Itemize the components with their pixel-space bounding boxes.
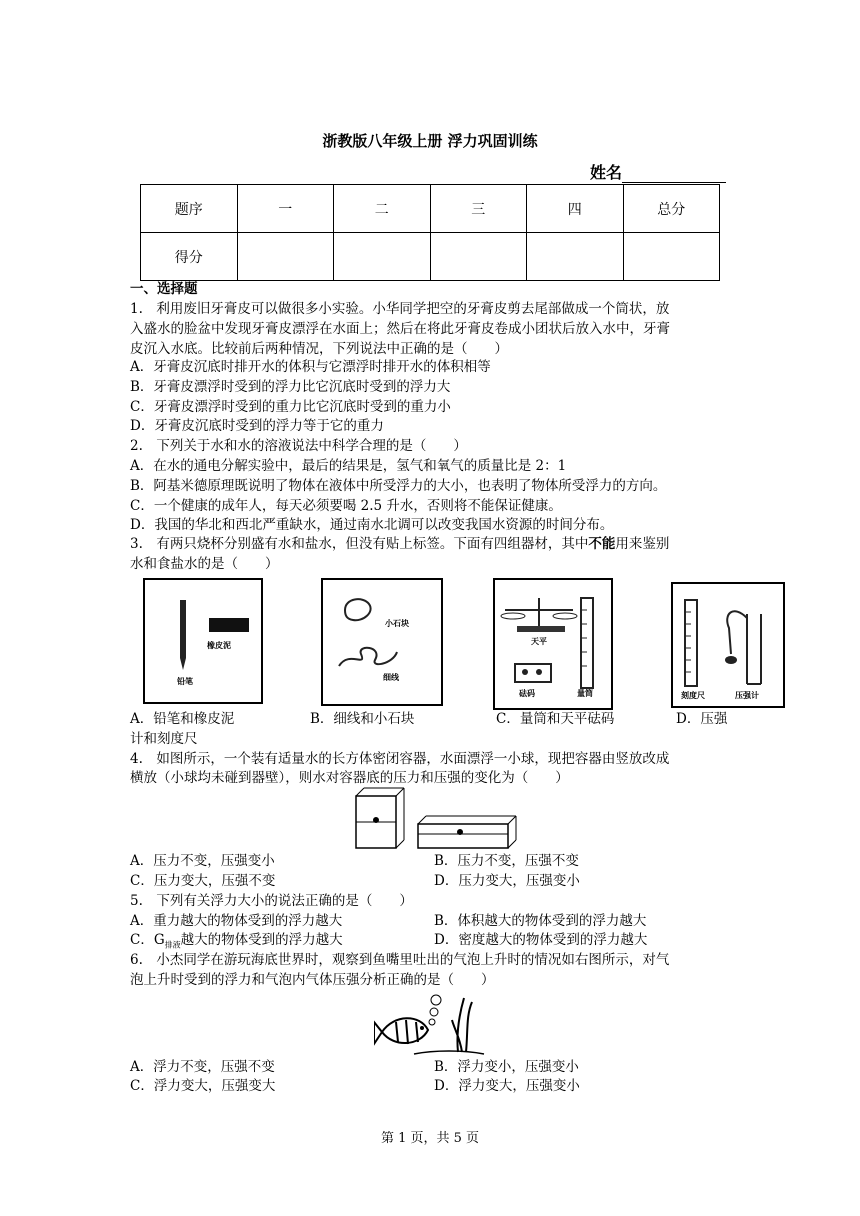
page-footer: 第 1 页，共 5 页 — [380, 1131, 480, 1146]
section-heading: 一、选择题 — [130, 281, 198, 297]
q2-option-d: D．我国的华北和西北严重缺水，通过南水北调可以改变我国水资源的时间分布。 — [130, 517, 614, 533]
ball-icon — [457, 829, 463, 835]
name-blank[interactable] — [622, 166, 726, 183]
q4-stem: 横放（小球均未碰到器壁），则水对容器底的压力和压强的变化为（ ） — [130, 770, 569, 786]
thread-label: 细线 — [383, 673, 399, 682]
bubble-icon — [430, 1008, 438, 1016]
q1-stem: 1. 利用废旧牙膏皮可以做很多小实验。小华同学把空的牙膏皮剪去尾部做成一个筒状，放 — [130, 301, 670, 317]
q5-c-text: C．G — [130, 932, 165, 948]
score-header-cell: 题序 — [141, 185, 238, 233]
q3-option-d: D．压强 — [676, 711, 728, 727]
pencil-icon — [145, 580, 261, 702]
score-row-label: 得分 — [141, 233, 238, 281]
bubble-icon — [429, 1019, 435, 1025]
q1-option-d: D．牙膏皮沉底时受到的浮力等于它的重力 — [130, 418, 384, 434]
q2-option-b: B．阿基米德原理既说明了物体在液体中所受浮力的大小，也表明了物体所受浮力的方向。 — [130, 478, 667, 494]
score-cell[interactable] — [527, 233, 624, 281]
score-table — [140, 184, 720, 281]
balance-label: 天平 — [531, 637, 547, 646]
score-header-cell: 四 — [527, 185, 624, 233]
q3-stem — [130, 534, 669, 554]
score-cell[interactable] — [237, 233, 334, 281]
q6-option-a: A．浮力不变，压强不变 — [130, 1059, 275, 1075]
q6-option-c: C．浮力变大，压强变大 — [130, 1078, 276, 1094]
q5-c-subscript: 排液 — [164, 940, 181, 950]
score-cell[interactable] — [334, 233, 431, 281]
balance-icon — [495, 580, 611, 708]
q4-stem: 4. 如图所示，一个装有适量水的长方体密闭容器，水面漂浮一小球，现把容器由竖放改成 — [130, 751, 670, 767]
seaweed-icon — [452, 998, 472, 1052]
pencil-label: 铅笔 — [177, 677, 193, 686]
q1-option-c: C．牙膏皮漂浮时受到的重力比它沉底时受到的重力小 — [130, 399, 451, 415]
score-table-header-row — [141, 185, 720, 233]
page-title: 浙教版八年级上册 浮力巩固训练 — [322, 132, 538, 150]
figure-pencil-clay — [143, 578, 263, 704]
q6-stem: 泡上升时受到的浮力和气泡内气体压强分析正确的是（ ） — [130, 972, 495, 988]
stone-label: 小石块 — [385, 619, 409, 628]
q2-option-c: C．一个健康的成年人，每天必须要喝 2.5 升水，否则将不能保证健康。 — [130, 498, 562, 514]
q1-stem: 皮沉入水底。比较前后两种情况，下列说法中正确的是（ ） — [130, 341, 508, 357]
q5-stem: 5. 下列有关浮力大小的说法正确的是（ ） — [130, 893, 413, 909]
q3-stem: 水和食盐水的是（ ） — [130, 556, 279, 572]
stone-icon — [323, 580, 441, 704]
q3-stem-part: 3. 有两只烧杯分别盛有水和盐水，但没有贴上标签。下面有四组器材，其中 — [130, 536, 589, 552]
q5-option-d: D．密度越大的物体受到的浮力越大 — [434, 932, 648, 948]
clay-label: 橡皮泥 — [207, 641, 231, 650]
container-diagram — [352, 786, 522, 852]
thread-icon — [339, 648, 397, 666]
ruler-label: 刻度尺 — [681, 691, 705, 700]
bubble-icon — [431, 995, 441, 1005]
q3-option-d-cont: 计和刻度尺 — [130, 731, 198, 747]
cylinder-label: 量筒 — [577, 689, 593, 698]
fish-bubbles-diagram — [374, 992, 486, 1056]
q4-option-d: D．压力变大，压强变小 — [434, 873, 580, 889]
q2-option-a: A．在水的通电分解实验中，最后的结果是，氢气和氧气的质量比是 2：1 — [130, 458, 567, 474]
q5-option-a: A．重力越大的物体受到的浮力越大 — [130, 913, 343, 929]
q1-option-b: B．牙膏皮漂浮时受到的浮力比它沉底时受到的浮力大 — [130, 379, 451, 395]
figure-ruler-gauge — [671, 582, 785, 708]
q6-option-b: B．浮力变小，压强变小 — [434, 1059, 579, 1075]
ball-icon — [373, 817, 379, 823]
score-header-cell: 三 — [430, 185, 527, 233]
q6-option-d: D．浮力变大，压强变小 — [434, 1078, 580, 1094]
figure-balance-cylinder — [493, 578, 613, 710]
q6-stem: 6. 小杰同学在游玩海底世界时，观察到鱼嘴里吐出的气泡上升时的情况如右图所示，对气 — [130, 952, 670, 968]
q4-option-c: C．压力变大，压强不变 — [130, 873, 276, 889]
score-cell[interactable] — [623, 233, 720, 281]
figure-stone-thread — [321, 578, 443, 706]
q4-option-b: B．压力不变，压强不变 — [434, 853, 579, 869]
score-header-cell: 总分 — [623, 185, 720, 233]
ruler-icon — [673, 584, 783, 706]
clay-icon — [209, 618, 249, 632]
q1-option-a: A．牙膏皮沉底时排开水的体积与它漂浮时排开水的体积相等 — [130, 359, 491, 375]
score-cell[interactable] — [430, 233, 527, 281]
q4-option-a: A．压力不变，压强变小 — [130, 853, 275, 869]
q3-stem-part: 用来鉴别 — [615, 536, 670, 552]
score-header-cell: 二 — [334, 185, 431, 233]
q3-option-a: A．铅笔和橡皮泥 — [130, 711, 235, 727]
weights-icon — [515, 664, 551, 682]
weights-label: 砝码 — [519, 689, 535, 698]
gauge-label: 压强计 — [735, 691, 759, 700]
score-table-score-row — [141, 233, 720, 281]
q3-option-b: B．细线和小石块 — [310, 711, 415, 727]
name-field — [590, 160, 726, 183]
gauge-icon — [747, 614, 761, 684]
q1-stem: 入盛水的脸盆中发现牙膏皮漂浮在水面上；然后在将此牙膏皮卷成小团状后放入水中，牙膏 — [130, 321, 670, 337]
q5-option-b: B．体积越大的物体受到的浮力越大 — [434, 913, 647, 929]
q5-c-text: 越大的物体受到的浮力越大 — [180, 932, 343, 948]
q2-stem: 2. 下列关于水和水的溶液说法中科学合理的是（ ） — [130, 438, 467, 454]
cylinder-icon — [581, 598, 593, 688]
fish-icon — [382, 1018, 428, 1043]
q3-emphasis: 不能 — [588, 536, 616, 552]
score-header-cell: 一 — [237, 185, 334, 233]
name-label: 姓名 — [590, 163, 623, 182]
q3-option-c: C．量筒和天平砝码 — [496, 711, 615, 727]
